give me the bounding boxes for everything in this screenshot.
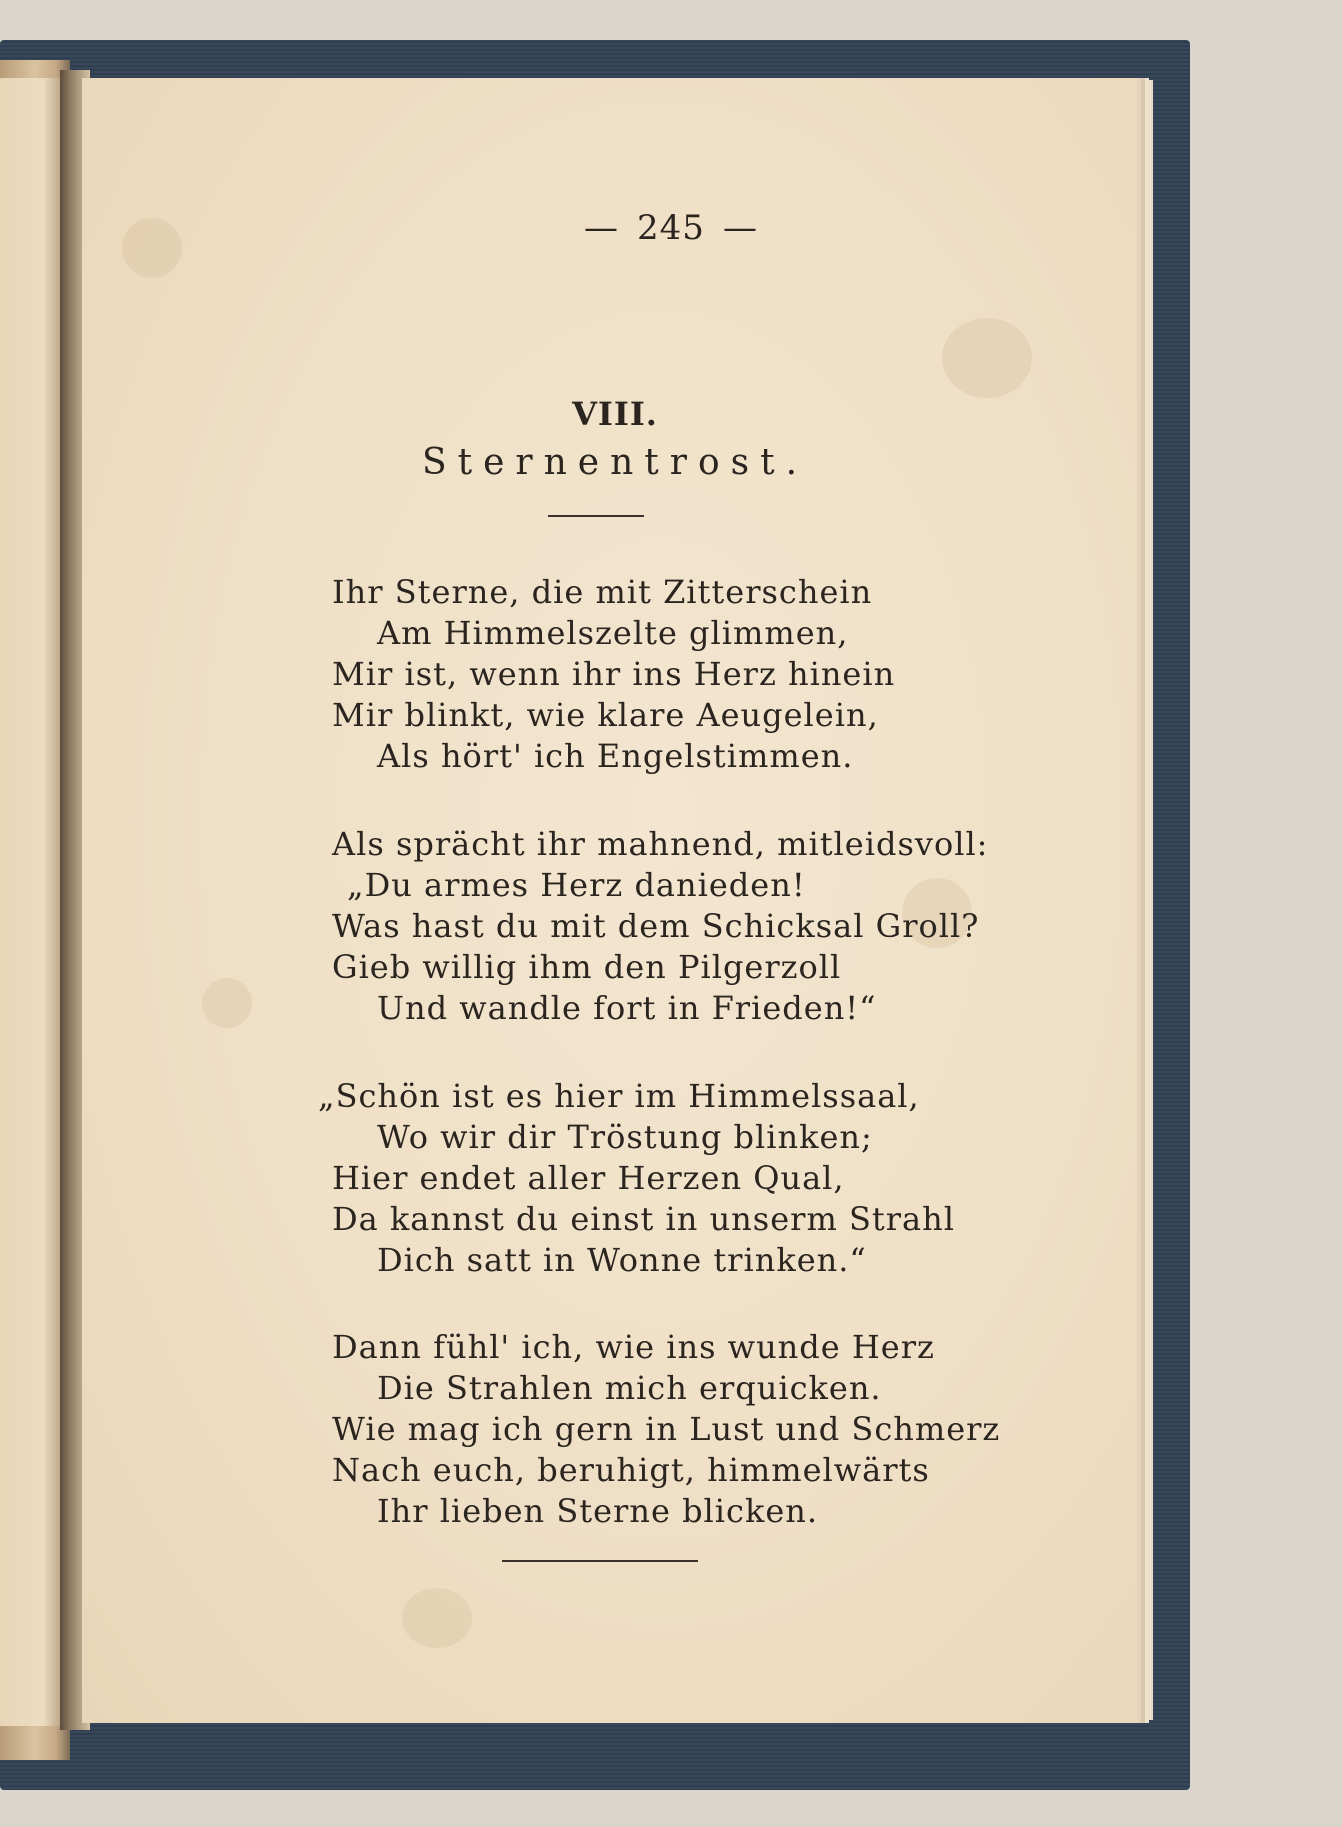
dash-right: — — [722, 208, 758, 248]
poem-line: Als hört' ich Engelstimmen. — [377, 737, 854, 775]
poem-line: Die Strahlen mich erquicken. — [377, 1369, 882, 1407]
stanza-1 — [332, 572, 932, 777]
poem-title: Sternentrost. — [421, 442, 809, 483]
foxing-spot — [942, 318, 1032, 398]
poem-line: Gieb willig ihm den Pilgerzoll — [332, 948, 842, 986]
poem-line: Wo wir dir Tröstung blinken; — [377, 1118, 873, 1156]
poem-line: Als sprächt ihr mahnend, mitleidsvoll: — [332, 825, 989, 863]
poem-line: Da kannst du einst in unserm Strahl — [332, 1200, 955, 1238]
poem-line: Dann fühl' ich, wie ins wunde Herz — [332, 1328, 935, 1366]
poem-line: Mir blinkt, wie klare Aeugelein, — [332, 696, 879, 734]
page-block-edge — [1137, 80, 1153, 1720]
stanza-2 — [332, 824, 989, 1029]
stanza-3 — [318, 1076, 955, 1281]
dash-left: — — [584, 208, 620, 248]
poem-line: Mir ist, wenn ihr ins Herz hinein — [332, 655, 896, 693]
left-page — [0, 78, 62, 1726]
poem-line: „Du armes Herz danieden! — [347, 866, 806, 904]
page-number-line — [0, 208, 1342, 248]
foxing-spot — [402, 1588, 472, 1648]
poem-line: Ihr Sterne, die mit Zitterschein — [332, 573, 873, 611]
section-numeral: VIII. — [572, 395, 658, 433]
poem-line: Am Himmelszelte glimmen, — [377, 614, 849, 652]
poem-line: Und wandle fort in Frieden!“ — [377, 989, 877, 1027]
poem-line: „Schön ist es hier im Himmelssaal, — [318, 1077, 920, 1115]
poem-line: Ihr lieben Sterne blicken. — [377, 1492, 819, 1530]
title-rule — [548, 515, 644, 517]
poem-line: Nach euch, beruhigt, himmelwärts — [332, 1451, 930, 1489]
poem-line: Hier endet aller Herzen Qual, — [332, 1159, 845, 1197]
page-number: 245 — [637, 208, 705, 248]
end-rule — [502, 1560, 698, 1562]
poem-line: Wie mag ich gern in Lust und Schmerz — [332, 1410, 1001, 1448]
poem-line: Dich satt in Wonne trinken.“ — [377, 1241, 867, 1279]
foxing-spot — [202, 978, 252, 1028]
poem-line: Was hast du mit dem Schicksal Groll? — [332, 907, 980, 945]
stanza-4 — [332, 1327, 1001, 1532]
